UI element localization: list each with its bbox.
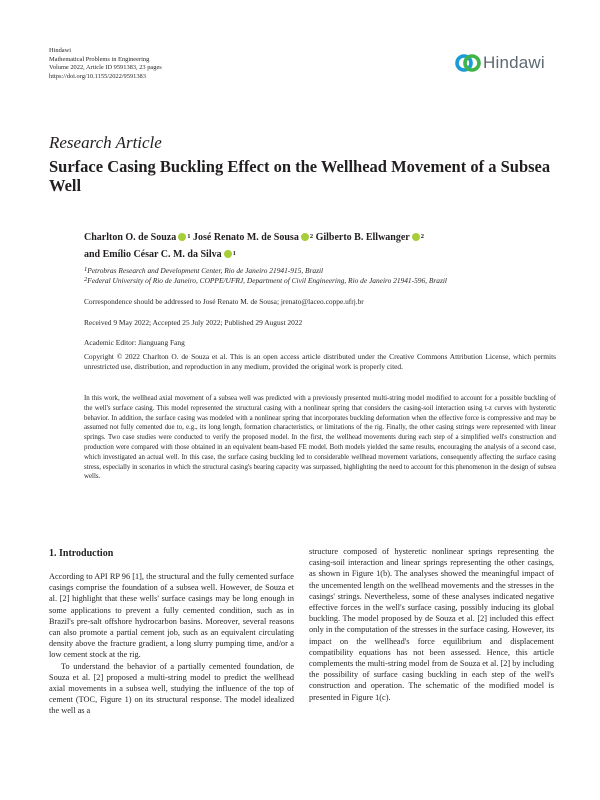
volume-line: Volume 2022, Article ID 9591383, 23 pages [49, 64, 162, 72]
abstract: In this work, the wellhead axial movement of a subsea well was predicted with a previously presented multi-string model modified to account for a possible buckling of the well's surface casing. This model represented the structural casing with a nonlinear spring that considers the casing-soil interaction using t-z curves with hysteretic behavior. In addition, the surface casing was modeled with a nonlinear spring that incorporates buckling deformation when the effective force is compressive and may be assumed not fully cemented due to, e.g., its long length, formation characteristics, or limitations of the rig. Finally, the other casing strings were represented with linear springs. Two case studies were conducted to verify the proposed model. In the first, the wellhead movements during each step of a simplified well's construction and production were compared with those obtained in an equivalent beam-based FE model. Both models yielded the same results, encouraging the analysis of a second case, which investigated an actual well. In this case, the surface casing buckling led to considerable wellhead movement variations, consequently affecting the surface casing stress, especially in scenarios in which the structural casing's bearing capacity was surpassed, highlighting the need to account for this phenomenon in the design of subsea wells. [84, 395, 556, 481]
affiliations [84, 266, 556, 285]
correspondence: Correspondence should be addressed to José Renato M. de Sousa; jrenato@laceo.coppe.ufrj.br [84, 297, 364, 306]
hindawi-rings-icon [455, 50, 483, 76]
paragraph: structure composed of hysteretic nonlinear springs representing the casing-soil interaction and linear springs representing the other casings, as shown in Figure 1(b). The analyses showed the meaningful impact of the uncemented length on the wellhead movements and the stresses in the casings' strings. Nevertheless, some of these analyses indicated negative effective forces in the well's surface casing, possibly inducing its global buckling. The model proposed by de Souza et al. [2] included this effect only in the computation of the stresses in the surface casing. However, its impact on the wellhead's force equilibrium and displacement compatibility equations has not been assessed. Hence, this article complements the multi-string model from de Souza et al. [2] by including the possibility of surface casing buckling in each step of the well's construction and operation. The schematic of the modified model is presented in Figure 1(c). [309, 547, 554, 702]
logo-wordmark: Hindawi [483, 53, 545, 72]
orcid-icon[interactable] [224, 250, 232, 258]
body-column-right [309, 546, 554, 703]
article-type: Research Article [49, 133, 162, 152]
publication-dates: Received 9 May 2022; Accepted 25 July 2022; Published 29 August 2022 [84, 318, 303, 327]
copyright-notice: Copyright © 2022 Charlton O. de Souza et al. This is an open access article distributed under the Creative Commons Attribution License, which permits unrestricted use, distribution, and reproduction in any medium, provided the original work is properly cited. [84, 352, 556, 371]
paragraph: To understand the behavior of a partially cemented foundation, de Souza et al. [2] proposed a multi-string model to predict the wellhead axial movements in a subsea well, studying the influence of the top of cement (TOC, Figure 1) on its structural response. The model idealized the well as a [49, 661, 294, 716]
doi-link[interactable]: https://doi.org/10.1155/2022/9591383 [49, 72, 146, 80]
hindawi-logo [455, 50, 555, 78]
author-list [84, 229, 554, 263]
author-name[interactable]: Emílio César C. M. da Silva [102, 249, 222, 260]
body-column-left [49, 571, 294, 717]
author-name[interactable]: Charlton O. de Souza [84, 232, 177, 243]
author-name[interactable]: Gilberto B. Ellwanger [315, 232, 410, 243]
author-conjunction: and [84, 249, 103, 260]
author-affiliation-mark: 2 [309, 233, 314, 240]
orcid-icon[interactable] [301, 233, 309, 241]
affiliation-1: $^1$Petrobras Research and Development Center, Rio de Janeiro 21941-915, Brazil [84, 266, 324, 275]
orcid-icon[interactable] [412, 233, 420, 241]
paragraph: According to API RP 96 [1], the structural and the fully cemented surface casings comprise the foundation of a subsea well. However, de Souza et al. [2] highlight that these wells' surface casings may be long enough in some applications to prevent a fully cemented condition, such as in Brazil's pre-salt offshore hydrocarbon basins. Moreover, several reasons can also promote a partial cement job, such as an equivalent circulating density above the fracture gradient, a long slurry pumping time, and/or a low cement stock at the rig. [49, 572, 294, 660]
academic-editor: Academic Editor: Jianguang Fang [84, 338, 185, 347]
author-affiliation-mark: 1 [232, 250, 236, 257]
author-name[interactable]: José Renato M. de Sousa [192, 232, 299, 243]
orcid-icon[interactable] [178, 233, 186, 241]
author-affiliation-mark: 1 [187, 233, 191, 240]
publisher-name: Hindawi [49, 47, 72, 54]
author-affiliation-mark: 2 [420, 233, 424, 240]
journal-name: Mathematical Problems in Engineering [49, 55, 150, 63]
article-title: Surface Casing Buckling Effect on the Wellhead Movement of a Subsea Well [49, 157, 551, 195]
journal-metadata [49, 47, 162, 81]
affiliation-2: $^2$Federal University of Rio de Janeiro, COPPE/UFRJ, Department of Civil Engineering, Rio de Janeiro 21941-596, Brazil [84, 275, 447, 285]
section-heading: 1. Introduction [49, 548, 114, 559]
